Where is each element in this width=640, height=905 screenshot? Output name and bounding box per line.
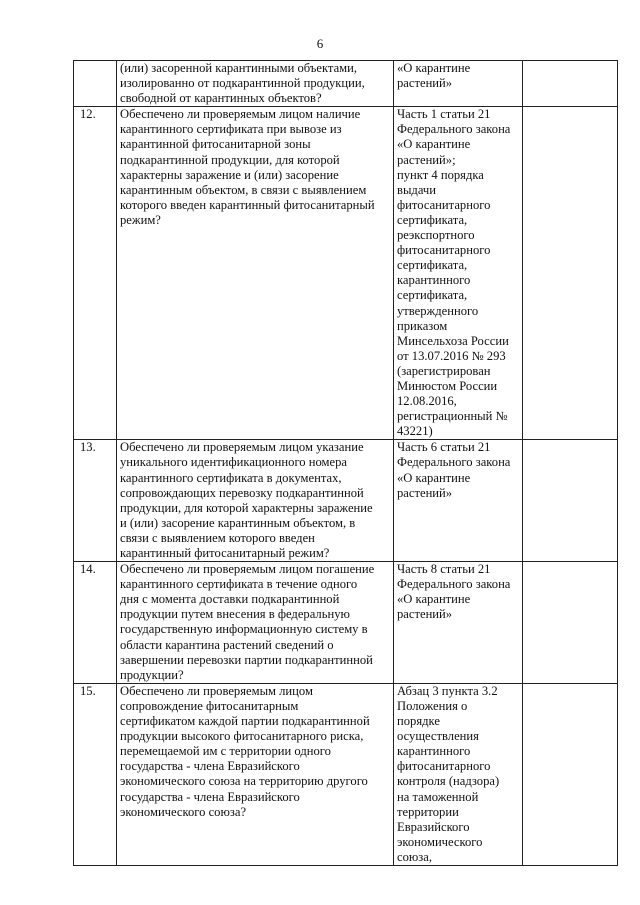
row-number: 15. — [74, 683, 117, 865]
row-number: 13. — [74, 440, 117, 562]
table-row — [74, 562, 618, 684]
question-cell: Обеспечено ли проверяемым лицом сопровождение фитосанитарным сертификатом каждой партии подкарантинной продукции высокого фитосанитарного риска, перемещаемой им с территории одного государства - члена Евразийского экономического союза на территорию другого государства - члена Евразийского экономического союза? — [117, 683, 394, 865]
result-cell — [523, 107, 618, 440]
legal-basis-cell: Часть 8 статьи 21 Федерального закона «О карантине растений» — [394, 562, 523, 684]
result-cell — [523, 440, 618, 562]
table-row — [74, 440, 618, 562]
row-number — [74, 61, 117, 107]
row-number: 14. — [74, 562, 117, 684]
question-cell: Обеспечено ли проверяемым лицом указание уникального идентификационного номера карантинного сертификата в документах, сопровождающих перевозку подкарантинной продукции, для которой характерны заражение и (или) засорение карантинным объектом, в связи с выявлением которого введен карантинный фитосанитарный режим? — [117, 440, 394, 562]
question-cell: (или) засоренной карантинными объектами, изолированно от подкарантинной продукции, свободной от карантинных объектов? — [117, 61, 394, 107]
question-cell: Обеспечено ли проверяемым лицом погашение карантинного сертификата в течение одного дня с момента доставки подкарантинной продукции путем внесения в федеральную государственную информационную систему в области карантина растений сведений о завершении перевозки партии подкарантинной продукции? — [117, 562, 394, 684]
row-number: 12. — [74, 107, 117, 440]
result-cell — [523, 61, 618, 107]
legal-basis-cell: «О карантине растений» — [394, 61, 523, 107]
question-cell: Обеспечено ли проверяемым лицом наличие карантинного сертификата при вывозе из карантинной фитосанитарной зоны подкарантинной продукции, для которой характерны заражение и (или) засорение карантинным объектом, в связи с выявлением которого введен карантинный фитосанитарный режим? — [117, 107, 394, 440]
legal-basis-cell: Часть 1 статьи 21 Федерального закона «О карантине растений»; пункт 4 порядка выдачи фитосанитарного сертификата, реэкспортного фитосанитарного сертификата, карантинного сертификата, утвержденного приказом Минсельхоза России от 13.07.2016 № 293 (зарегистрирован Минюстом России 12.08.2016, регистрационный № 43221) — [394, 107, 523, 440]
result-cell — [523, 562, 618, 684]
legal-basis-cell: Часть 6 статьи 21 Федерального закона «О карантине растений» — [394, 440, 523, 562]
table-row — [74, 61, 618, 107]
checklist-table — [73, 60, 618, 866]
legal-basis-cell: Абзац 3 пункта 3.2 Положения о порядке осуществления карантинного фитосанитарного контроля (надзора) на таможенной территории Евразийского экономического союза, — [394, 683, 523, 865]
table-row — [74, 107, 618, 440]
table-row — [74, 683, 618, 865]
page-number: 6 — [316, 36, 324, 51]
result-cell — [523, 683, 618, 865]
